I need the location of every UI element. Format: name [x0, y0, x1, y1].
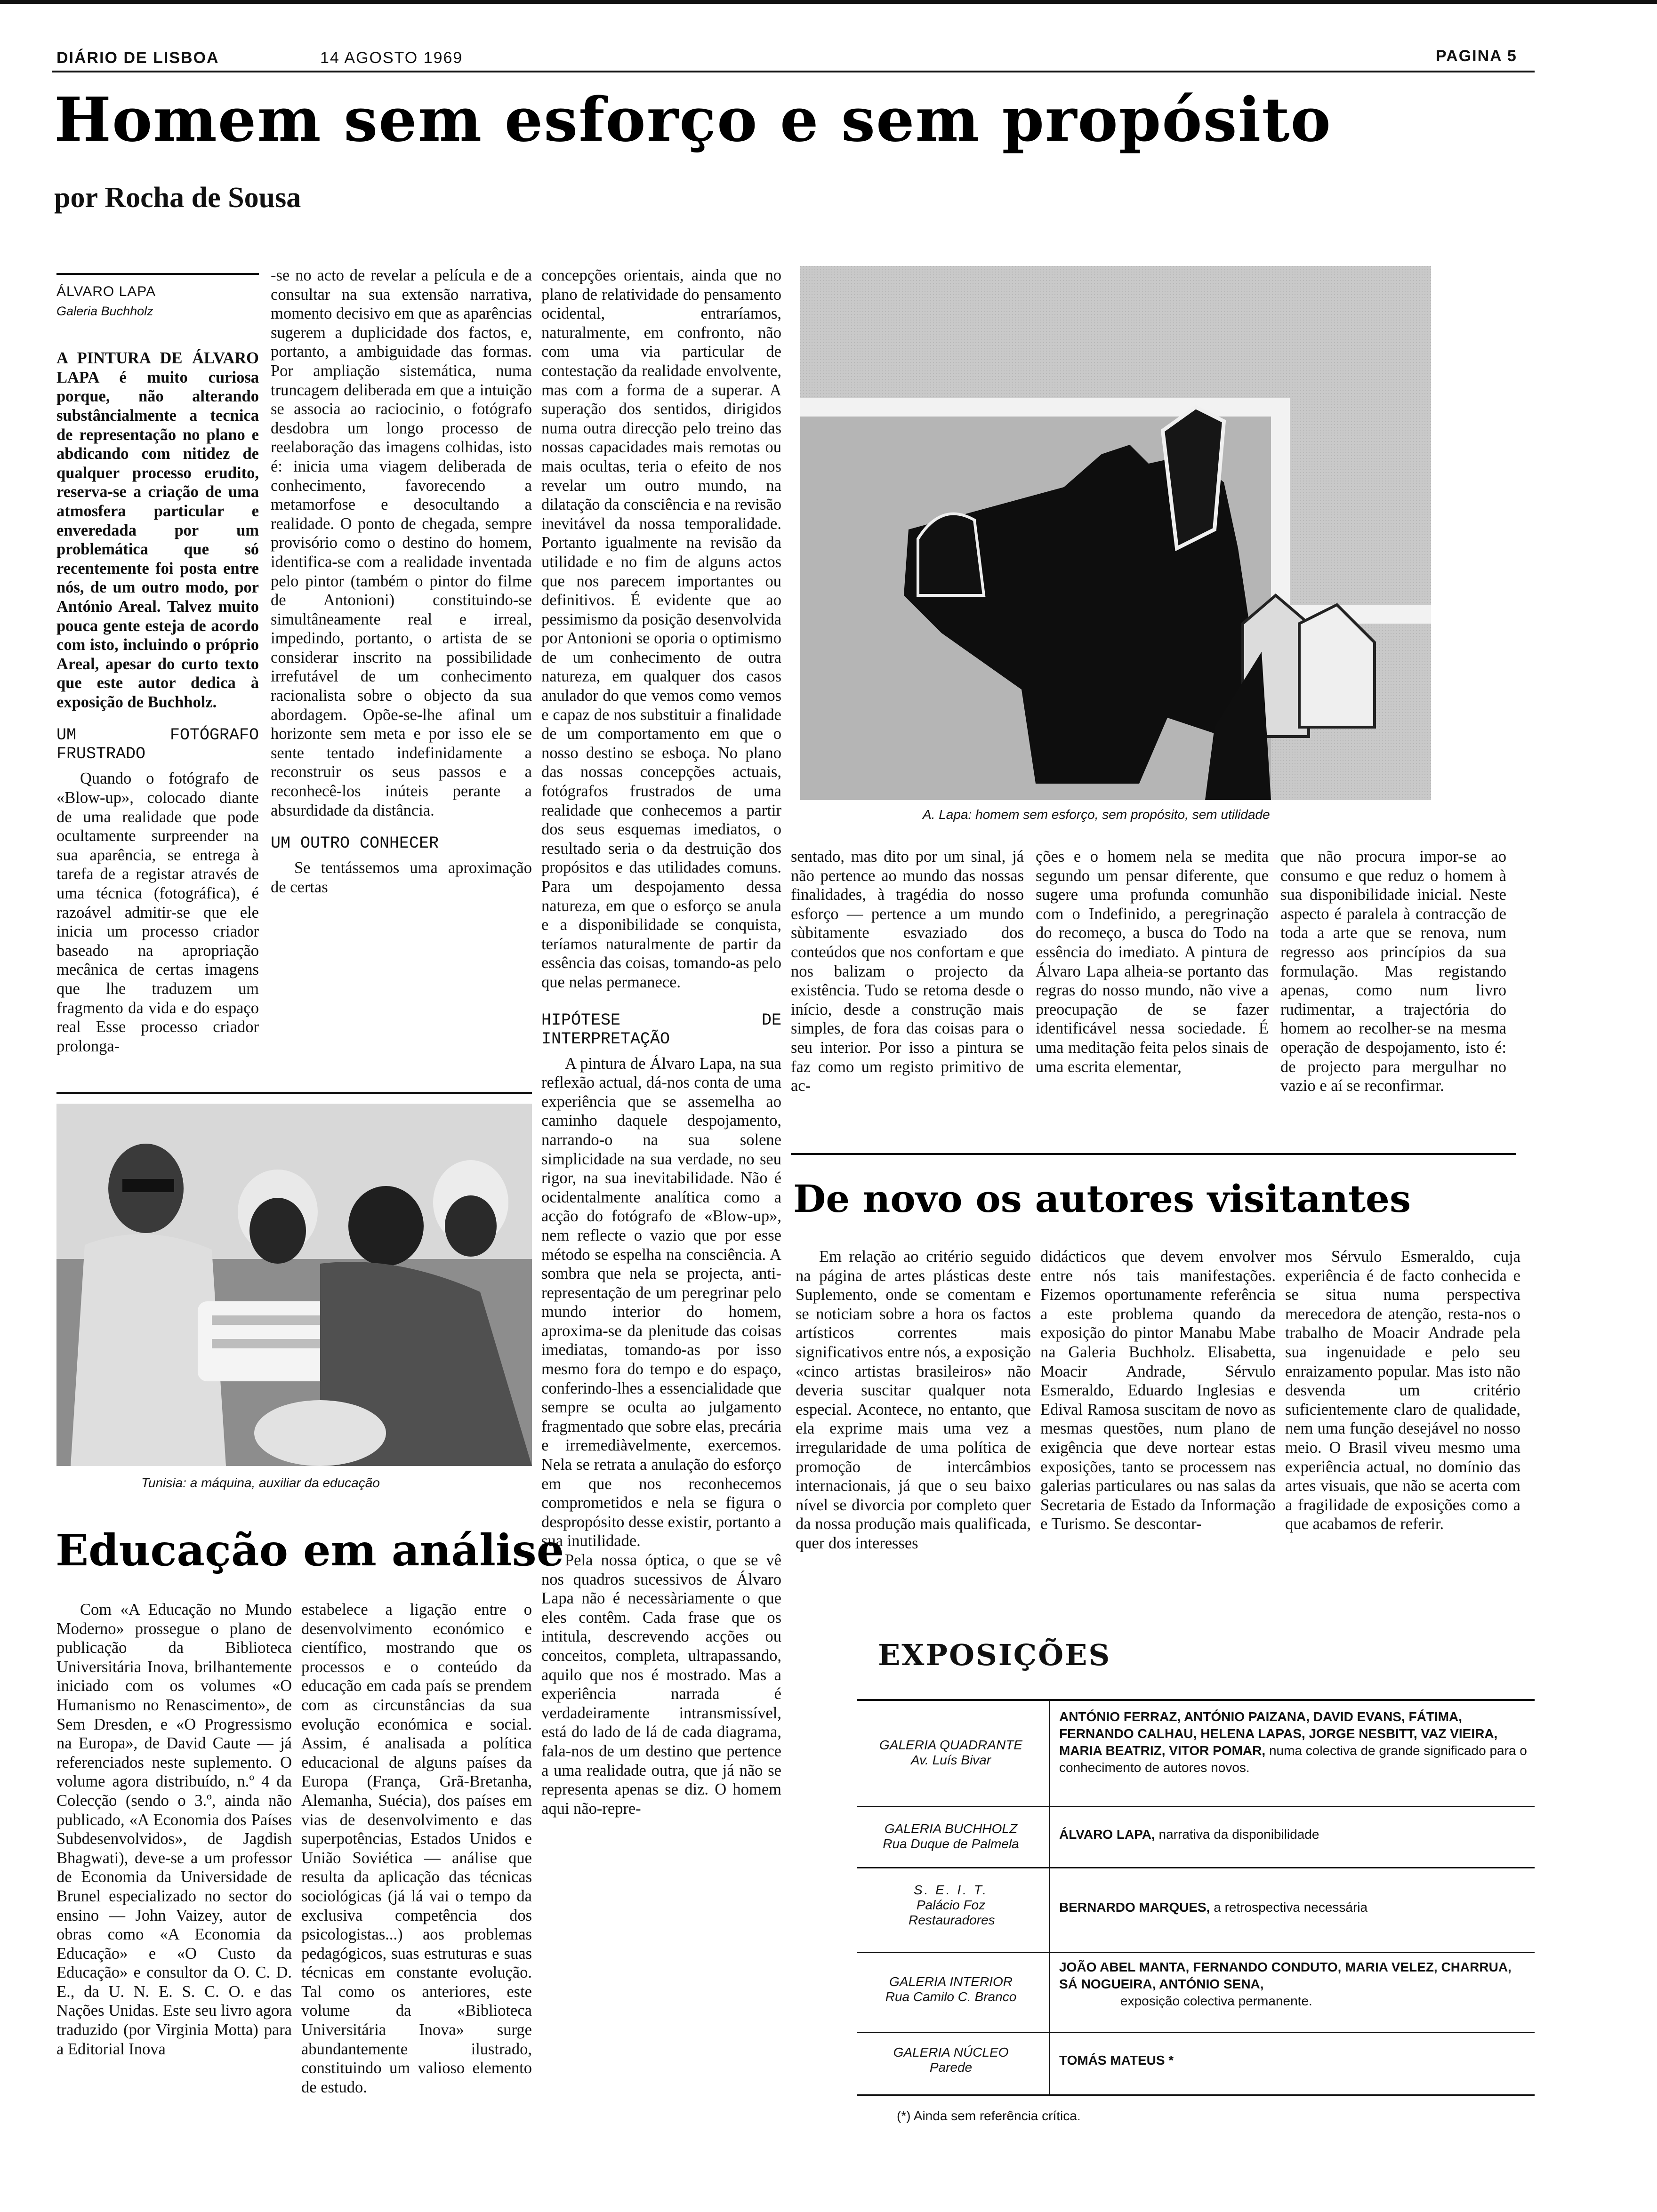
- venue-address: Rua Camilo C. Branco: [885, 1989, 1017, 2004]
- exhibitions-column-divider: [1049, 1700, 1050, 2094]
- exhibition-row: [857, 2032, 1535, 2096]
- byline: por Rocha de Sousa: [54, 182, 301, 214]
- exhibition-note: narrativa da disponibilidade: [1158, 1827, 1319, 1842]
- education-photo-caption: Tunisia: a máquina, auxiliar da educação: [141, 1475, 380, 1490]
- exhibition-note: a retrospectiva necessária: [1214, 1900, 1368, 1915]
- body-paragraph: que não procura impor-se ao consumo e que reduz o homem à sua disponibilidade inicial. Neste aspecto é paralela à contracção de toda a arte que se renova, num regresso aos princípios da sua formulação. Mas registando apenas, como num livro rudimentar, a trajectória do homem ao recolher-se na mesma operação de despojamento, isto é: de projecto para mergulhar no vazio e aí se reconfirmar.: [1280, 848, 1506, 1095]
- painting-caption: A. Lapa: homem sem esforço, sem propósito, sem utilidade: [923, 807, 1270, 822]
- exhibition-note: numa colectiva de grande significado para o conhecimento de autores novos.: [1059, 1743, 1527, 1775]
- body-paragraph: mos Sérvulo Esmeraldo, cuja experiência é de facto conhecida e se situa numa perspectiva merecedora de atenção, resta-nos o trabalho de Moacir Andrade pela sua ingenuidade e pelo seu enraizamento popular. Mas isto não desvenda um critério suficientemente claro de qualidade, nem uma função desejável no nosso meio. O Brasil viveu mesmo uma experiência actual, no domínio das artes visuais, que não se acerta com a fragilidade de exposições como a que acabamos de referir.: [1285, 1248, 1520, 1533]
- venue-address: Palácio Foz Restauradores: [909, 1898, 995, 1927]
- exhibition-venue: [857, 2045, 1045, 2075]
- masthead-rule: [52, 71, 1535, 72]
- exhibition-description: [1059, 1826, 1530, 1843]
- main-headline: Homem sem esforço e sem propósito: [54, 85, 1332, 155]
- exhibition-artists: ÁLVARO LAPA,: [1059, 1827, 1155, 1842]
- exhibition-venue: [857, 1974, 1045, 2004]
- gallery-name: Galeria Buchholz: [56, 304, 153, 318]
- column-rule: [56, 273, 259, 275]
- venue-address: Parede: [929, 2060, 973, 2075]
- artist-name: ÁLVARO LAPA: [56, 284, 156, 299]
- section-rule: [56, 1092, 532, 1094]
- body-paragraph: Quando o fotógrafo de «Blow-up», colocado diante de uma realidade que pode ocultamente surpreender na sua aparência, se entrega à tarefa de a registar através de uma técnica (fotográfica), é razoável admitir-se que ele inicia um processo criador baseado na apropriação mecânica de certas imagens que lhe traduzem um fragmento da vida e do espaço real Esse processo criador prolonga-: [56, 769, 259, 1055]
- masthead-date: 14 AGOSTO 1969: [320, 49, 463, 67]
- article-column-3: [541, 266, 781, 2158]
- exhibitions-title: EXPOSIÇÕES: [878, 1638, 1111, 1672]
- exhibition-venue: [857, 1738, 1045, 1768]
- exhibition-artists: ANTÓNIO FERRAZ, ANTÓNIO PAIZANA, DAVID EVANS, FÁTIMA, FERNANDO CALHAU, HELENA LAPAS, JORGE NESBITT, VAZ VIEIRA, MARIA BEATRIZ, VITOR POMAR,: [1059, 1709, 1498, 1758]
- exhibition-venue: [857, 1821, 1045, 1851]
- subheading-fotografo: UM FOTÓGRAFO FRUSTRADO: [56, 726, 259, 764]
- exhibition-description: [1059, 1959, 1530, 2010]
- exhibition-description: [1059, 2052, 1530, 2069]
- exhibition-artists: TOMÁS MATEUS *: [1059, 2053, 1174, 2068]
- body-paragraph: Com «A Educação no Mundo Moderno» prossegue o plano de publicação da Biblioteca Universitária Inova, brilhantemente iniciado com os volumes «O Humanismo no Renascimento», de Sem Dresden, e «O Progressismo na Europa», de David Caute — já referenciados neste suplemento. O volume agora distribuído, n.º 4 da Colecção (sendo o 3.º, ainda não publicado, «A Economia dos Países Subdesenvolvidos», de Jagdish Bhagwati), deve-se a um professor de Economia da Universidade de Brunel especializado no sector do ensino — John Vaizey, autor de obras como «A Economia da Educação» e «O Custo da Educação» e consultor da O. C. D. E., da U. N. E. S. C. O. e das Nações Unidas. Este seu livro agora traduzido (por Virginia Motta) para a Editorial Inova: [56, 1601, 292, 2058]
- venue-address: Av. Luís Bivar: [910, 1753, 991, 1767]
- exhibition-venue: [857, 1883, 1045, 1928]
- top-border: [0, 0, 1657, 4]
- painting-illustration: [800, 266, 1431, 800]
- masthead-paper: DIÁRIO DE LISBOA: [56, 49, 219, 67]
- exhibitions-footnote: (*) Ainda sem referência crítica.: [897, 2108, 1081, 2123]
- visitors-headline: De novo os autores visitantes: [793, 1177, 1411, 1221]
- exhibition-description: [1059, 1899, 1530, 1916]
- education-photo: [56, 1104, 532, 1466]
- venue-name: S. E. I. T.: [913, 1883, 989, 1897]
- body-paragraph: A pintura de Álvaro Lapa, na sua reflexão actual, dá-nos conta de uma experiência que se assemelha ao caminho daquele despojamento, narrando-o na sua solene simplicidade na sua verdade, no seu rigor, na sua inevitabilidade. Não é ocidentalmente analítica como a acção do fotógrafo de «Blow-up», nem reflecte o vazio que por esse método se espelha na consciência. A sombra que nela se projecta, anti-representação de um peregrinar pelo mundo interior do homem, aproxima-se da plenitude das coisas imediatas, tomando-as por isso mesmo fora do tempo e do espaço, conferindo-lhes a essencialidade que sempre se oculta ao julgamento fragmentado que sobre elas, precária e irremediàvelmente, exercemos. Nela se retrata a anulação do esforço em que nos reconhecemos comprometidos e nela se figura o despropósito desse existir, portanto a sua inutilidade.: [541, 1054, 781, 1550]
- venue-name: GALERIA INTERIOR: [889, 1974, 1013, 1989]
- exhibition-note: exposição colectiva permanente.: [1120, 1994, 1312, 2008]
- article-column-4: [791, 847, 1024, 1144]
- article-column-1: [56, 282, 259, 1073]
- venue-name: GALERIA NÚCLEO: [893, 2045, 1009, 2060]
- exhibition-description: [1059, 1708, 1530, 1776]
- painting-photo: [800, 266, 1431, 800]
- education-headline: Educação em análise: [56, 1525, 564, 1576]
- visitors-column-1: [796, 1247, 1031, 1586]
- exhibition-row: [857, 1952, 1535, 2033]
- subheading-hipotese: HIPÓTESE DE INTERPRETAÇÃO: [541, 1010, 781, 1049]
- lead-paragraph: A PINTURA DE ÁLVARO LAPA é muito curiosa porque, não alterando substâncialmente a tecnica de representação no plano e abdicando com nitidez de qualquer processo erudito, reserva-se a criação de uma atmosfera particular e enveredada por um problemática que só recentemente foi posta entre nós, de um outro modo, por António Areal. Talvez muito pouca gente esteja de acordo com isto, incluindo o próprio Areal, apesar do curto texto que este autor dedica à exposição de Buchholz.: [56, 349, 259, 711]
- article-column-6: [1280, 847, 1506, 1144]
- body-paragraph: sentado, mas dito por um sinal, já não pertence ao mundo das nossas finalidades, à tragédia do nosso esforço — pertence a um mundo sùbitamente esvaziado dos conteúdos que nos confortam e que nos balizam o projecto da existência. Tudo se retoma desde o início, desde a construção mais simples, de fora das coisas para o seu interior. Por isso a pintura se faz como um registo primitivo de ac-: [791, 848, 1024, 1095]
- visitors-column-3: [1285, 1247, 1520, 1586]
- exhibition-row: [857, 1867, 1535, 1953]
- venue-address: Rua Duque de Palmela: [883, 1836, 1019, 1851]
- exhibition-row: [857, 1700, 1535, 1806]
- body-paragraph: ções e o homem nela se medita segundo um pensar diferente, que sugere uma profunda comunhão com o Indefinido, a peregrinação do recomeço, a busca do Todo na essência do imediato. A pintura de Álvaro Lapa alheia-se portanto das regras do nosso mundo, não vive a preocupação de se fazer identificável nessa sociedade. É uma meditação feita pelos sinais de uma escrita elementar,: [1036, 848, 1269, 1076]
- body-paragraph: Se tentássemos uma aproximação de certas: [271, 859, 532, 896]
- exhibition-artists: JOÃO ABEL MANTA, FERNANDO CONDUTO, MARIA VELEZ, CHARRUA, SÁ NOGUEIRA, ANTÓNIO SENA,: [1059, 1960, 1512, 1991]
- article-column-5: [1036, 847, 1269, 1144]
- venue-name: GALERIA QUADRANTE: [879, 1738, 1022, 1752]
- subheading-outro-conhecer: UM OUTRO CONHECER: [271, 834, 439, 853]
- body-paragraph: didácticos que devem envolver entre nós tais manifestações. Fizemos oportunamente referência a este problema quando da exposição do pintor Manabu Mabe na Galeria Buchholz. Elisabetta, Moacir Andrade, Sérvulo Esmeraldo, Eduardo Inglesias e Edival Ramosa suscitam de novo as mesmas questões, num plano de exigência que deve nortear estas exposições, tanto se processem nas galerias particulares ou nas salas da Secretaria de Estado da Informação e Turismo. Se descontar-: [1040, 1248, 1276, 1533]
- visitors-column-2: [1040, 1247, 1276, 1586]
- body-paragraph: -se no acto de revelar a película e de a consultar na sua extensão narrativa, momento decisivo em que as aparências sugerem a duplicidade dos factos, e, portanto, a ambiguidade das formas. Por ampliação sistemática, numa truncagem deliberada em que a intuição se associa ao raciocinio, o fotógrafo desdobra um longo processo de reelaboração das imagens colhidas, isto é: inicia uma viagem deliberada de conhecimento, favorecendo a metamorfose e desocultando a realidade. O ponto de chegada, sempre provisório como o destino do homem, identifica-se com a realidade inventada pelo pintor (também o pintor do filme de Antonioni) constituindo-se simultâneamente real e irreal, impedindo, portanto, o artista de se considerar inscrito na possibilidade irrefutável de um conhecimento racionalista sobre o objecto da sua abordagem. Opõe-se-lhe afinal um horizonte sem meta e por isso ele se sente tentado indefinidamente a reconstruir os seus passos e a reconhecê-los inúteis perante a absurdidade da distância.: [271, 266, 532, 819]
- section-rule: [791, 1153, 1516, 1155]
- body-paragraph: Pela nossa óptica, o que se vê nos quadros sucessivos de Álvaro Lapa não é necessàriamente o que eles contêm. Cada frase que os intitula, descrevendo acções ou conceitos, completa, ultrapassando, aquilo que nos é mostrado. Mas a experiência narrada é verdadeiramente intransmissível, está do lado de lá de cada diagrama, fala-nos de um destino que pertence a uma realidade outra, que já não se representa apenas se diz. O homem aqui não-repre-: [541, 1551, 781, 1818]
- education-column-1: [56, 1600, 292, 2156]
- body-paragraph: concepções orientais, ainda que no plano de relatividade do pensamento ocidental, entraríamos, naturalmente, em confronto, não com uma via particular de contestação da realidade envolvente, mas com a forma de a superar. A superação dos sentidos, dirigidos numa outra direcção pelo treino das nossas capacidades mais remotas ou mais ocultas, teria o efeito de nos revelar um outro mundo, na dilatação da consciência e na revisão inevitável da nossa temporalidade. Portanto igualmente na revisão da utilidade e no fim de alguns actos que nos parecem importantes ou definitivos. É evidente que ao pessimismo da posição desenvolvida por Antonioni se oporia o optimismo de um conhecimento de outra natureza, em qualquer dos casos anulador do que vemos como vemos e capaz de nos substituir a finalidade de um comportamento em que o nosso destino se esboça. No plano das nossas concepções actuais, fotógrafos frustrados de uma realidade que conhecemos a partir dos seus esquemas imediatos, o resultado seria o da destruição dos propósitos e das utilidades comuns. Para um despojamento dessa natureza, em que o esforço se anula e a disponibilidade se conquista, teríamos naturalmente de partir da essência das coisas, tomando-as pelo que nelas permanece.: [541, 266, 781, 991]
- masthead-page: PAGINA 5: [1436, 47, 1517, 65]
- exhibition-row: [857, 1806, 1535, 1868]
- venue-name: GALERIA BUCHHOLZ: [884, 1821, 1018, 1836]
- article-column-2: [271, 266, 532, 1066]
- education-illustration: [56, 1104, 532, 1466]
- education-column-2: [301, 1600, 532, 2156]
- body-paragraph: Em relação ao critério seguido na página de artes plásticas deste Suplemento, onde se comentam e se noticiam sobre a hora os factos artísticos correntes mais significativos entre nós, a exposição «cinco artistas brasileiros» não deveria suscitar qualquer nota especial. Acontece, no entanto, que ela exprime mais uma vez a irregularidade de uma política de promoção de intercâmbios internacionais, já que o seu baixo nível se divorcia por completo quer da nossa produção mais qualificada, quer dos interesses: [796, 1248, 1031, 1552]
- body-paragraph: estabelece a ligação entre o desenvolvimento económico e científico, mostrando que os processos e o conteúdo da educação em cada país se prendem com as circunstâncias da sua evolução económica e social. Assim, é analisada a política educacional de alguns países da Europa (França, Grã-Bretanha, Alemanha, Suécia), dos países em vias de desenvolvimento e das superpotências, Estados Unidos e União Soviética — análise que resulta da aplicação das técnicas sociológicas (já lá vai o tempo da exclusiva competência dos psicologistas...) aos problemas pedagógicos, suas estruturas e suas técnicas em constante evolução. Tal como os anteriores, este volume da «Biblioteca Universitária Inova» surge abundantemente ilustrado, constituindo um valioso elemento de estudo.: [301, 1601, 532, 2096]
- exhibition-artists: BERNARDO MARQUES,: [1059, 1900, 1210, 1915]
